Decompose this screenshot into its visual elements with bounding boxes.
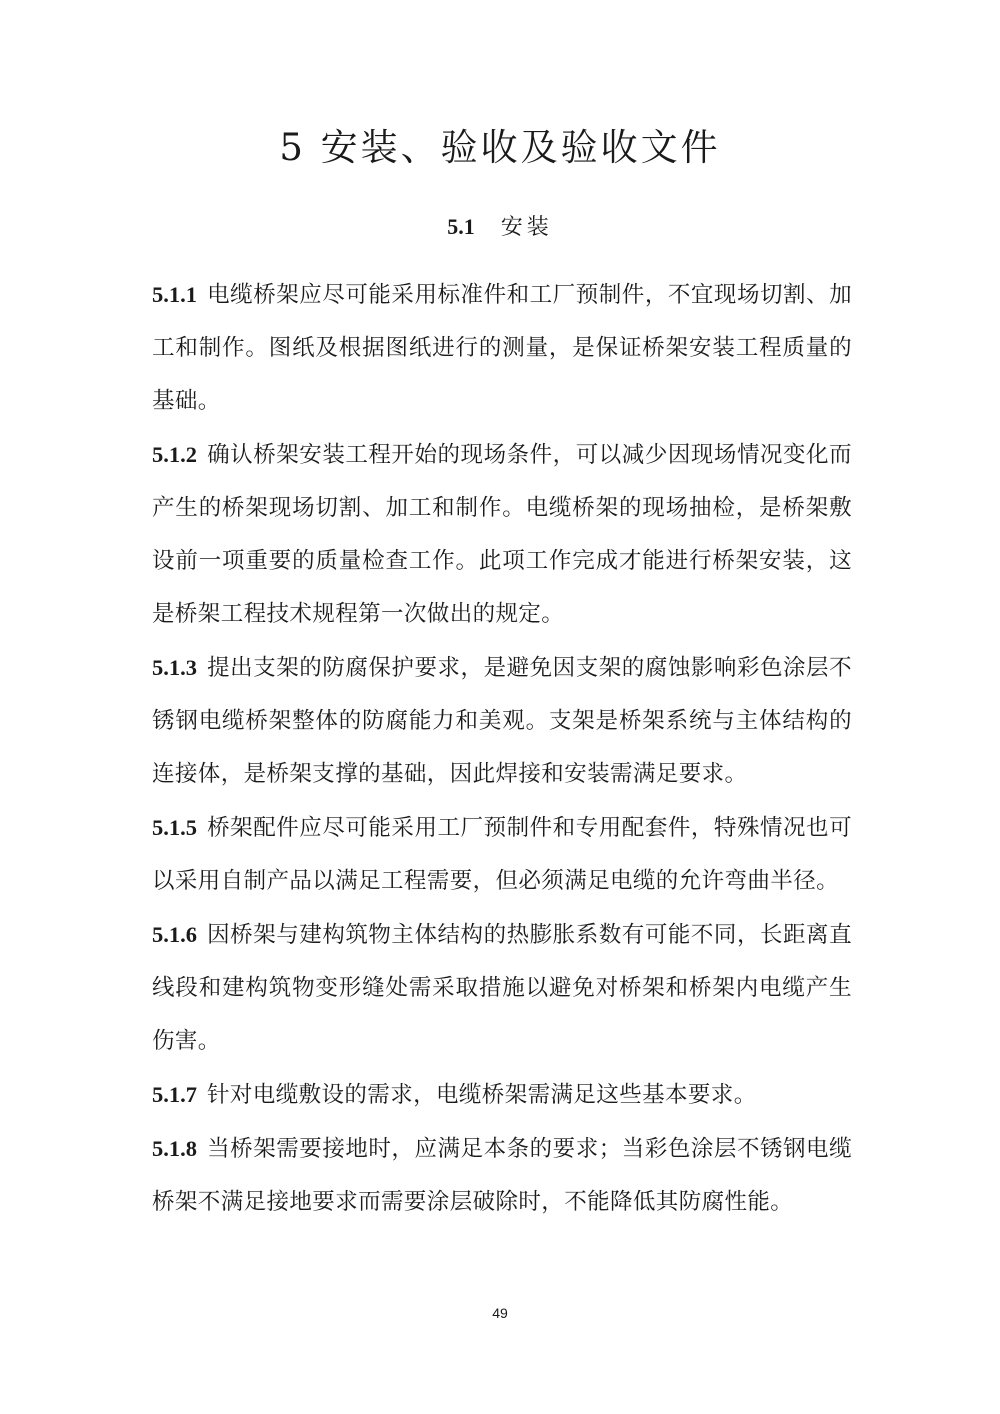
clause-text: 提出支架的防腐保护要求，是避免因支架的腐蚀影响彩色涂层不锈钢电缆桥架整体的防腐能力和美观。支架是桥架系统与主体结构的连接体，是桥架支撑的基础，因此焊接和安装需满足要求。 [152, 655, 852, 787]
clause-5-1-2 [152, 428, 852, 641]
clause-number: 5.1.8 [152, 1136, 197, 1161]
clause-5-1-1 [152, 268, 852, 428]
chapter-title: 5 安装、验收及验收文件 [279, 126, 721, 169]
clause-text: 电缆桥架应尽可能采用标准件和工厂预制件，不宜现场切割、加工和制作。图纸及根据图纸进行的测量，是保证桥架安装工程质量的基础。 [152, 282, 852, 414]
clause-5-1-8 [152, 1122, 852, 1229]
clause-text: 针对电缆敷设的需求，电缆桥架需满足这些基本要求。 [207, 1082, 757, 1108]
clause-5-1-6 [152, 908, 852, 1068]
section-number: 5.1 [447, 214, 475, 239]
clause-text: 因桥架与建构筑物主体结构的热膨胀系数有可能不同，长距离直线段和建构筑物变形缝处需采取措施以避免对桥架和桥架内电缆产生伤害。 [152, 922, 852, 1054]
clause-text: 确认桥架安装工程开始的现场条件，可以减少因现场情况变化而产生的桥架现场切割、加工和制作。电缆桥架的现场抽检，是桥架敷设前一项重要的质量检查工作。此项工作完成才能进行桥架安装，这是桥架工程技术规程第一次做出的规定。 [152, 442, 852, 627]
clause-number: 5.1.6 [152, 922, 197, 947]
clause-number: 5.1.2 [152, 442, 197, 467]
clause-list [152, 268, 852, 1229]
clause-text: 桥架配件应尽可能采用工厂预制件和专用配套件，特殊情况也可以采用自制产品以满足工程需要，但必须满足电缆的允许弯曲半径。 [152, 815, 852, 894]
clause-number: 5.1.1 [152, 282, 197, 307]
clause-5-1-5 [152, 801, 852, 908]
clause-text: 当桥架需要接地时，应满足本条的要求；当彩色涂层不锈钢电缆桥架不满足接地要求而需要涂层破除时，不能降低其防腐性能。 [152, 1136, 852, 1215]
section-title: 安装 [500, 215, 553, 240]
clause-5-1-7 [152, 1068, 852, 1122]
clause-number: 5.1.3 [152, 655, 197, 680]
clause-5-1-3 [152, 641, 852, 801]
page-number: 49 [492, 1305, 508, 1321]
section-heading [0, 208, 1000, 247]
clause-number: 5.1.5 [152, 815, 197, 840]
clause-number: 5.1.7 [152, 1082, 197, 1107]
